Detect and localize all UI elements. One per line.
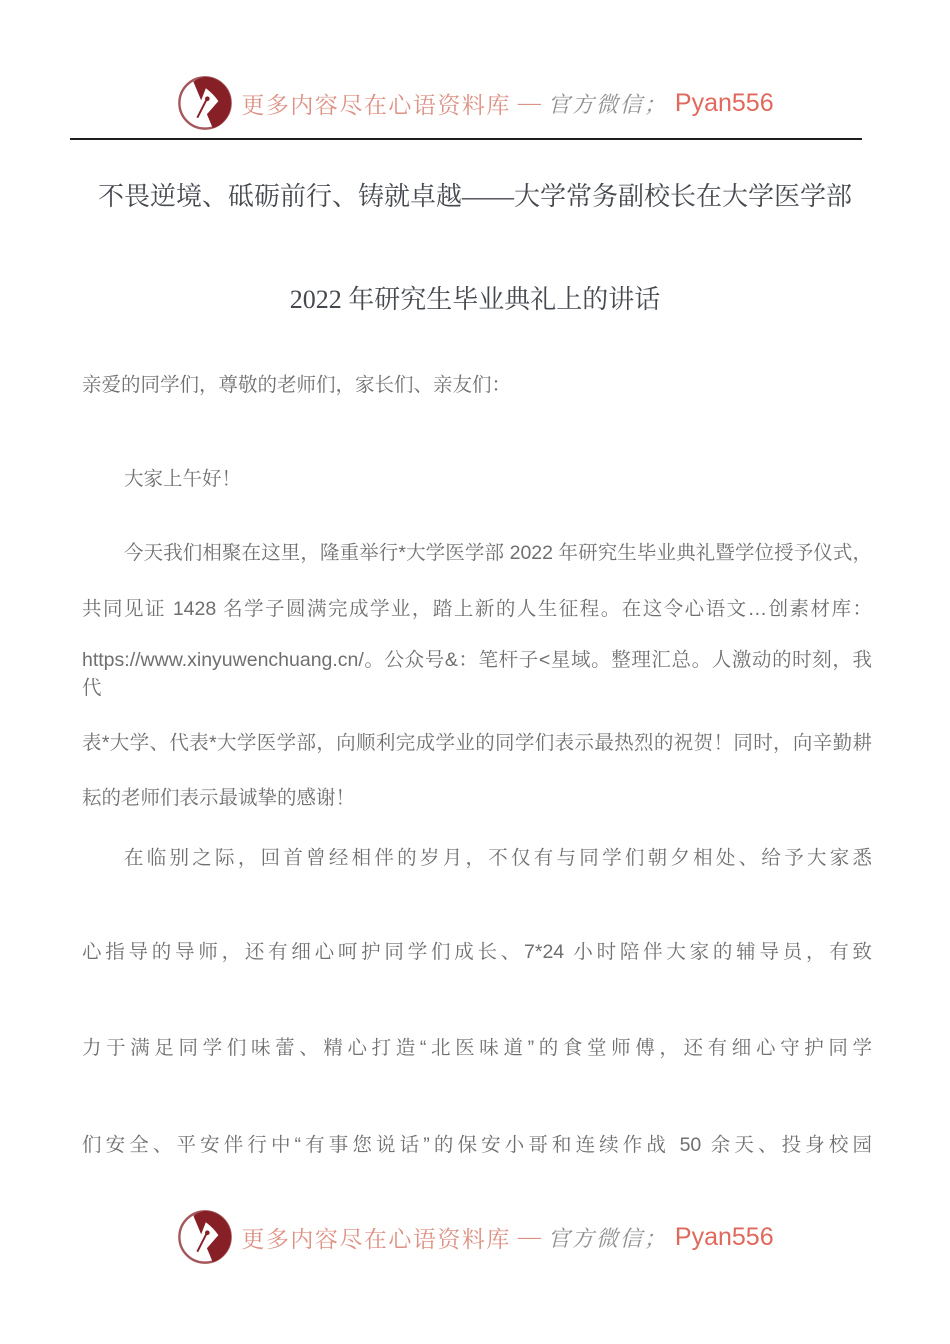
document-title-line-2: 2022 年研究生毕业典礼上的讲话 [289,285,661,314]
body-line: 表*大学、代表*大学医学部，向顺利完成学业的同学们表示最热烈的祝贺！同时，向辛勤耕 [82,732,872,754]
body-line: 们安全、平安伴行中“有事您说话”的保安小哥和连续作战 50 余天、投身校园 [82,1134,872,1156]
header-wechat-id: Pyan556 [674,88,774,117]
body-line-greeting: 大家上午好！ [124,468,242,490]
header-wechat-label: 官方微信； [547,91,668,117]
body-line: 共同见证 1428 名学子圆满完成学业，踏上新的人生征程。在这令心语文…创素材库： [82,598,872,620]
pen-badge-logo-icon [176,74,234,132]
body-line: 耘的老师们表示最诚挚的感谢！ [82,787,356,809]
body-line: 在临别之际，回首曾经相伴的岁月，不仅有与同学们朝夕相处、给予大家悉 [124,847,872,869]
body-line-with-url: https://www.xinyuwenchuang.cn/。公众号&：笔杆子<星域。整理汇总。人激动的时刻，我代 [82,649,872,699]
footer-brand-bar [0,1208,950,1266]
footer-separator-dash: — [517,1224,541,1249]
footer-wechat-id: Pyan556 [674,1222,774,1251]
body-line: 心指导的导师，还有细心呵护同学们成长、7*24 小时陪伴大家的辅导员，有致 [82,941,872,963]
document-title [78,180,872,317]
document-title-line-1: 不畏逆境、砥砺前行、铸就卓越——大学常务副校长在大学医学部 [97,182,852,211]
body-line-salutation: 亲爱的同学们，尊敬的老师们，家长们、亲友们： [82,374,512,396]
body-line: 力于满足同学们味蕾、精心打造“北医味道”的食堂师傅，还有细心守护同学 [82,1037,872,1059]
header-separator-dash: — [517,90,541,115]
document-body [82,371,872,1159]
pen-badge-logo-icon [176,1208,234,1266]
body-line: 今天我们相聚在这里，隆重举行*大学医学部 2022 年研究生毕业典礼暨学位授予仪式， [124,542,872,564]
header-divider-line [70,138,862,140]
footer-wechat-label: 官方微信； [547,1225,668,1251]
header-brand-bar [0,74,950,132]
footer-brand-text: 更多内容尽在心语资料库 [241,1226,511,1252]
header-brand-text: 更多内容尽在心语资料库 [241,92,511,118]
